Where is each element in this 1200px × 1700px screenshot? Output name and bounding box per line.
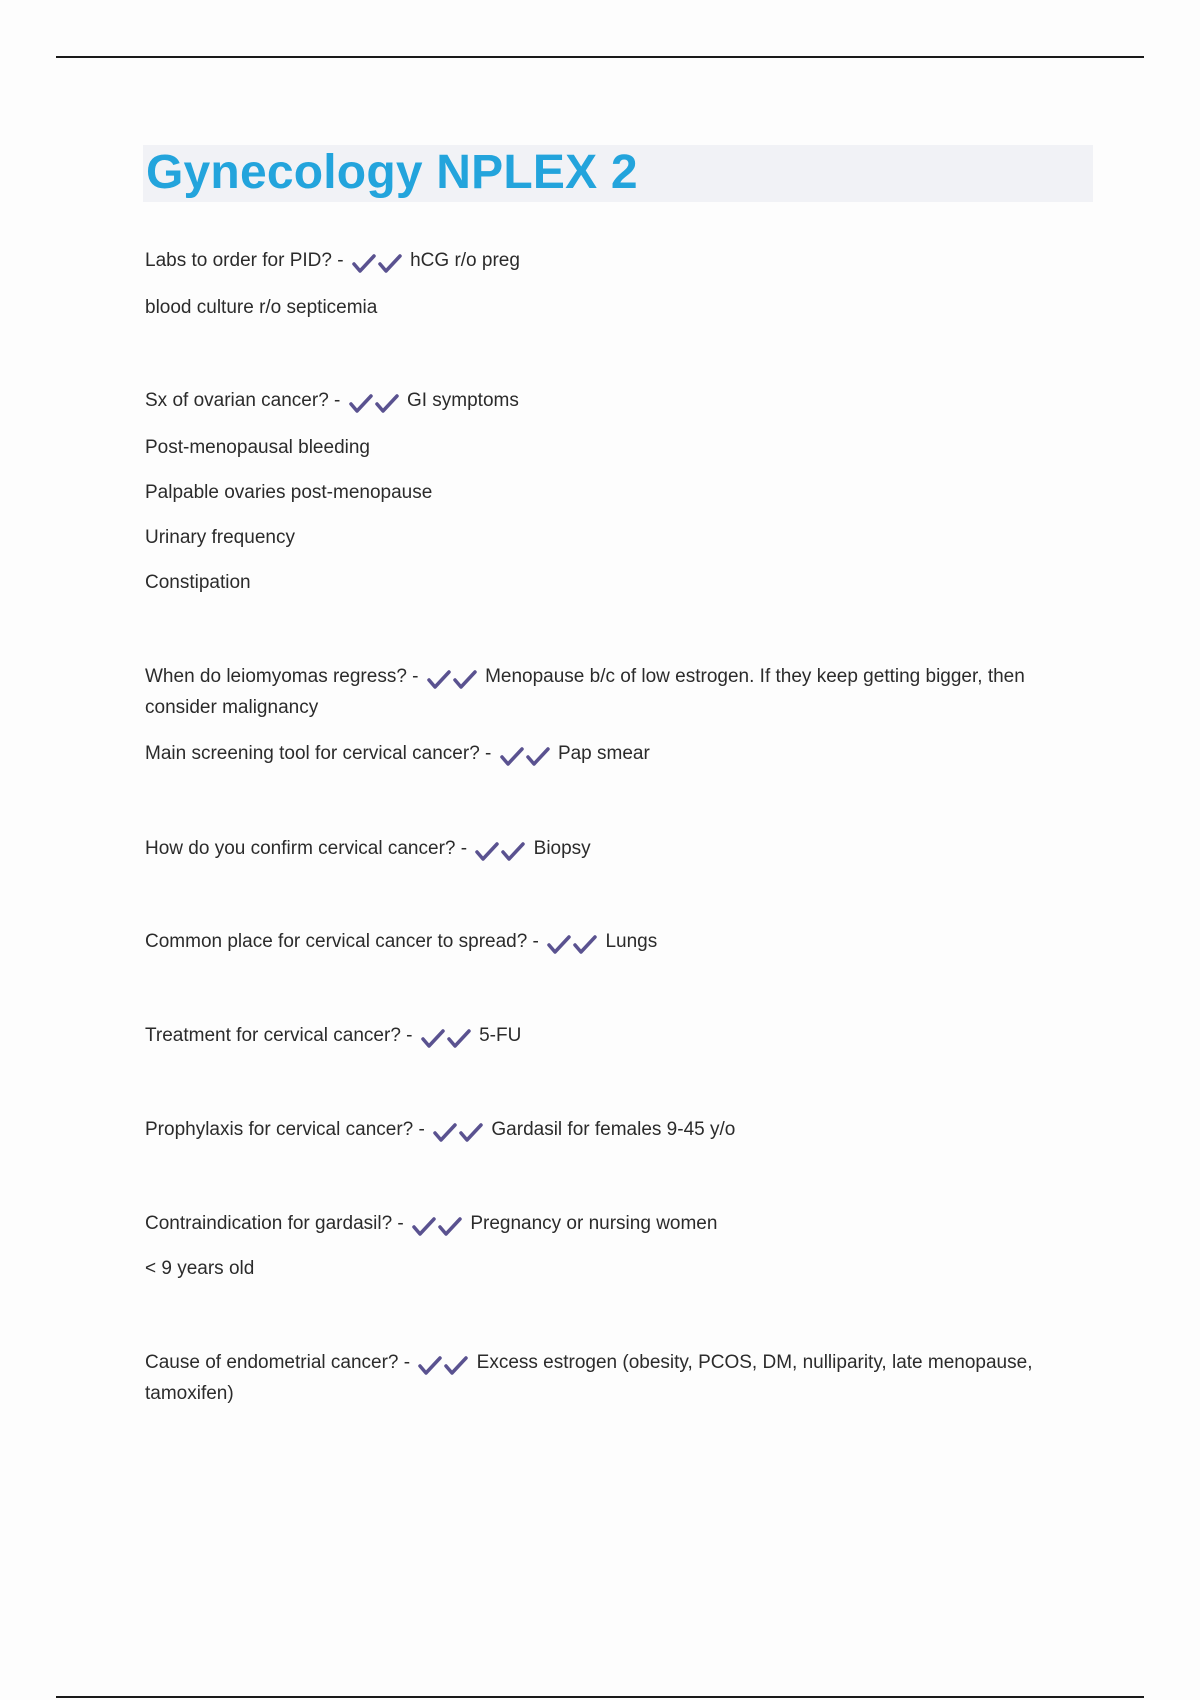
answer-text: Excess estrogen (obesity, PCOS, DM, nulliparity, late menopause, tamoxifen) (145, 1352, 1033, 1404)
answer-marker (426, 666, 478, 694)
check-icon (351, 253, 377, 275)
answer-continuation: Palpable ovaries post-menopause (145, 482, 433, 503)
qa-item (145, 1116, 1095, 1147)
header-rule (56, 56, 1144, 58)
document-title: Gynecology NPLEX 2 (146, 146, 638, 199)
check-icon (432, 1122, 458, 1144)
qa-item (145, 740, 1095, 771)
qa-item (145, 663, 1095, 722)
question-text: When do leiomyomas regress? - (145, 666, 419, 687)
check-icon (377, 253, 403, 275)
check-icon (500, 841, 526, 863)
answer-text: Biopsy (533, 838, 591, 859)
answer-marker (499, 743, 551, 771)
answer-text: Menopause b/c of low estrogen. If they keep getting bigger, then consider malignancy (145, 666, 1025, 718)
answer-text: Pregnancy or nursing women (470, 1213, 718, 1234)
footer-rule (56, 1696, 1144, 1698)
answer-text: Gardasil for females 9-45 y/o (491, 1119, 736, 1140)
answer-continuation: < 9 years old (145, 1258, 255, 1279)
question-text: Common place for cervical cancer to spread? - (145, 931, 539, 952)
check-icon (452, 669, 478, 691)
check-icon (546, 934, 572, 956)
check-icon (437, 1216, 463, 1238)
check-icon (525, 746, 551, 768)
check-icon (417, 1355, 443, 1377)
answer-text: Pap smear (557, 743, 650, 764)
answer-marker (417, 1352, 469, 1380)
answer-text: hCG r/o preg (410, 250, 520, 271)
qa-item (145, 1349, 1095, 1408)
check-icon (474, 841, 500, 863)
question-text: Prophylaxis for cervical cancer? - (145, 1119, 425, 1140)
check-icon (420, 1028, 446, 1050)
answer-marker (546, 931, 598, 959)
qa-item (145, 387, 1095, 418)
answer-text: Lungs (605, 931, 658, 952)
qa-item (145, 1210, 1095, 1241)
check-icon (446, 1028, 472, 1050)
check-icon (348, 393, 374, 415)
qa-item (145, 247, 1095, 278)
answer-marker (432, 1119, 484, 1147)
check-icon (499, 746, 525, 768)
check-icon (374, 393, 400, 415)
answer-continuation: blood culture r/o septicemia (145, 297, 378, 318)
question-text: Sx of ovarian cancer? - (145, 390, 341, 411)
question-text: Labs to order for PID? - (145, 250, 344, 271)
question-text: Cause of endometrial cancer? - (145, 1352, 411, 1373)
check-icon (411, 1216, 437, 1238)
answer-marker (411, 1213, 463, 1241)
answer-marker (420, 1025, 472, 1053)
qa-item (145, 835, 1095, 866)
check-icon (426, 669, 452, 691)
question-text: How do you confirm cervical cancer? - (145, 838, 468, 859)
answer-continuation: Urinary frequency (145, 527, 295, 548)
check-icon (443, 1355, 469, 1377)
answer-continuation: Constipation (145, 572, 251, 593)
answer-continuation: Post-menopausal bleeding (145, 437, 370, 458)
answer-marker (351, 250, 403, 278)
answer-marker (348, 390, 400, 418)
question-text: Contraindication for gardasil? - (145, 1213, 404, 1234)
question-text: Main screening tool for cervical cancer? - (145, 743, 492, 764)
answer-marker (474, 838, 526, 866)
qa-item (145, 928, 1095, 959)
answer-text: 5-FU (479, 1025, 522, 1046)
check-icon (572, 934, 598, 956)
check-icon (458, 1122, 484, 1144)
question-text: Treatment for cervical cancer? - (145, 1025, 413, 1046)
answer-text: GI symptoms (406, 390, 519, 411)
qa-item (145, 1022, 1095, 1053)
